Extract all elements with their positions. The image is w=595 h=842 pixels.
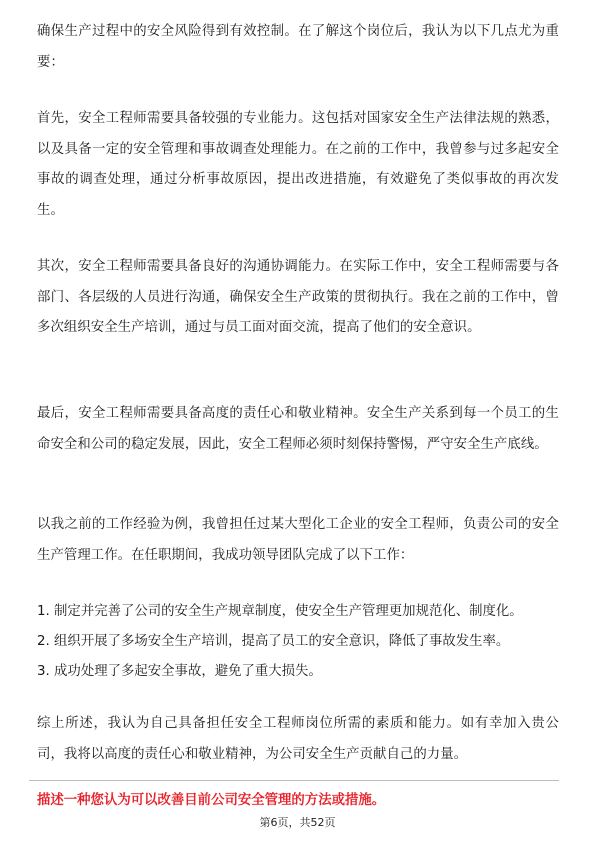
- paragraph-first: 首先，安全工程师需要具备较强的专业能力。这包括对国家安全生产法律法规的熟悉，以及具备一定的安全管理和事故调查处理能力。在之前的工作中，我曾参与过多起安全事故的调查处理，通过分析事故原因，提出改进措施，有效避免了类似事故的再次发生。: [37, 111, 559, 218]
- paragraph-experience: 以我之前的工作经验为例，我曾担任过某大型化工企业的安全工程师，负责公司的安全生产管理工作。在任职期间，我成功领导团队完成了以下工作：: [37, 517, 559, 563]
- list-item-2: 2. 组织开展了多场安全生产培训，提高了员工的安全意识，降低了事故发生率。: [37, 634, 510, 649]
- paragraph-conclusion: 综上所述，我认为自己具备担任安全工程师岗位所需的素质和能力。如有幸加入贵公司，我将以高度的责任心和敬业精神，为公司安全生产贡献自己的力量。: [37, 716, 559, 762]
- paragraph-second: 其次，安全工程师需要具备良好的沟通协调能力。在实际工作中，安全工程师需要与各部门、各层级的人员进行沟通，确保安全生产政策的贯彻执行。我在之前的工作中，曾多次组织安全生产培训，通过与员工面对面交流，提高了他们的安全意识。: [37, 259, 559, 335]
- list-item-1: 1. 制定并完善了公司的安全生产规章制度，使安全生产管理更加规范化、制度化。: [37, 604, 523, 619]
- question-prompt: 描述一种您认为可以改善目前公司安全管理的方法或措施。: [37, 793, 386, 808]
- paragraph-third: 最后，安全工程师需要具备高度的责任心和敬业精神。安全生产关系到每一个员工的生命安全和公司的稳定发展，因此，安全工程师必须时刻保持警惕，严守安全生产底线。: [37, 406, 559, 452]
- list-item-3: 3. 成功处理了多起安全事故，避免了重大损失。: [37, 664, 322, 679]
- page-number: 第6页，共52页: [259, 816, 336, 829]
- divider: [29, 780, 559, 781]
- paragraph-intro: 确保生产过程中的安全风险得到有效控制。在了解这个岗位后，我认为以下几点尤为重要：: [37, 24, 559, 70]
